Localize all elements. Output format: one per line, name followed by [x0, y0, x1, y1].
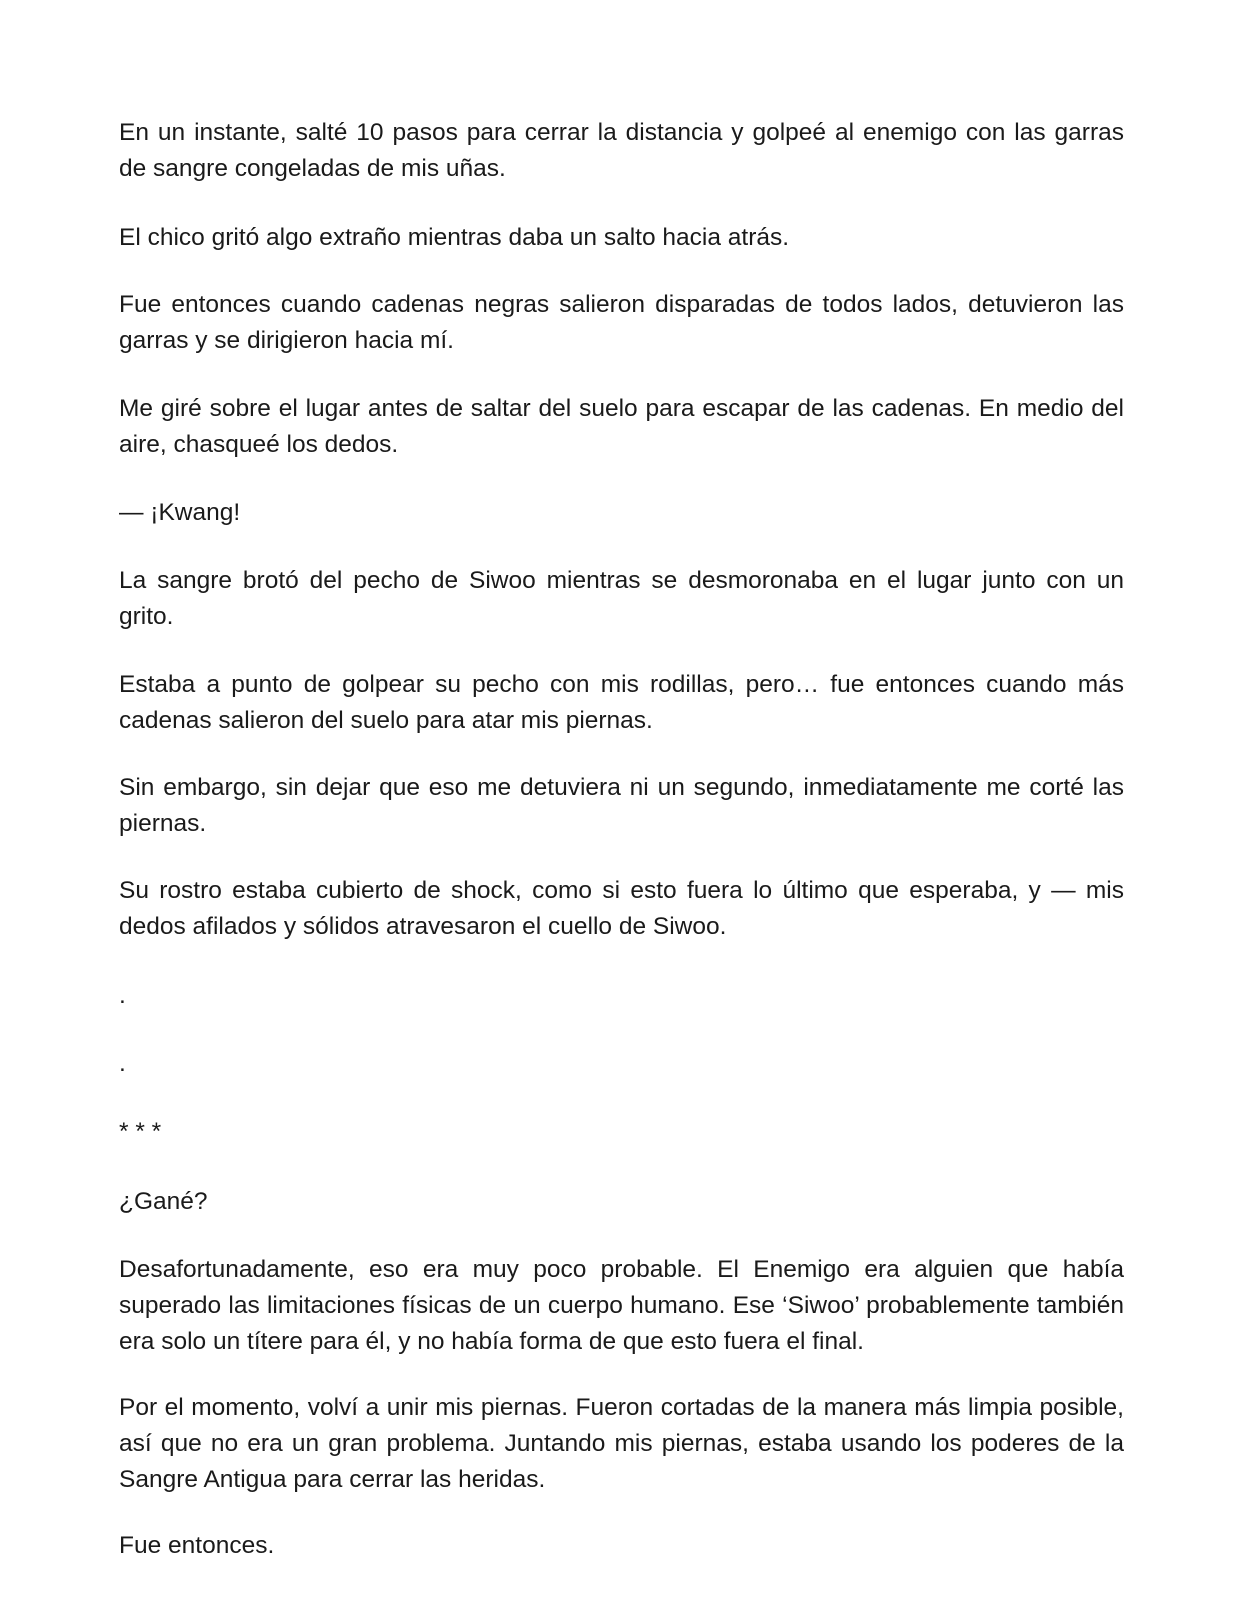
paragraph: El chico gritó algo extraño mientras daba un salto hacia atrás.	[119, 224, 790, 251]
paragraph: Me giré sobre el lugar antes de saltar del suelo para escapar de las cadenas. En medio del aire, chasqueé los dedos.	[119, 395, 1124, 458]
paragraph: Sin embargo, sin dejar que eso me detuviera ni un segundo, inmediatamente me corté las piernas.	[119, 774, 1124, 837]
paragraph: Fue entonces cuando cadenas negras salieron disparadas de todos lados, detuvieron las garras y se dirigieron hacia mí.	[119, 291, 1124, 354]
paragraph: La sangre brotó del pecho de Siwoo mientras se desmoronaba en el lugar junto con un grito.	[119, 567, 1124, 630]
paragraph: ¿Gané?	[119, 1188, 208, 1215]
scene-dot: .	[119, 982, 126, 1009]
scene-break: * * *	[119, 1118, 162, 1145]
paragraph: Desafortunadamente, eso era muy poco probable. El Enemigo era alguien que había superado las limitaciones físicas de un cuerpo humano. Ese ‘Siwoo’ probablemente también era solo un títere para él, y no había forma de que esto fuera el final.	[119, 1256, 1124, 1355]
paragraph: Su rostro estaba cubierto de shock, como si esto fuera lo último que esperaba, y — mis dedos afilados y sólidos atravesaron el cuello de Siwoo.	[119, 877, 1124, 940]
paragraph: Por el momento, volví a unir mis piernas. Fueron cortadas de la manera más limpia posible, así que no era un gran problema. Juntando mis piernas, estaba usando los poderes de la Sangre Antigua para cerrar las heridas.	[119, 1394, 1124, 1493]
dialogue-line: — ¡Kwang!	[119, 499, 241, 526]
paragraph: Estaba a punto de golpear su pecho con mis rodillas, pero… fue entonces cuando más cadenas salieron del suelo para atar mis piernas.	[119, 671, 1124, 734]
paragraph: Fue entonces.	[119, 1532, 275, 1559]
scene-dot: .	[119, 1050, 126, 1077]
paragraph: En un instante, salté 10 pasos para cerrar la distancia y golpeé al enemigo con las garras de sangre congeladas de mis uñas.	[119, 119, 1124, 182]
